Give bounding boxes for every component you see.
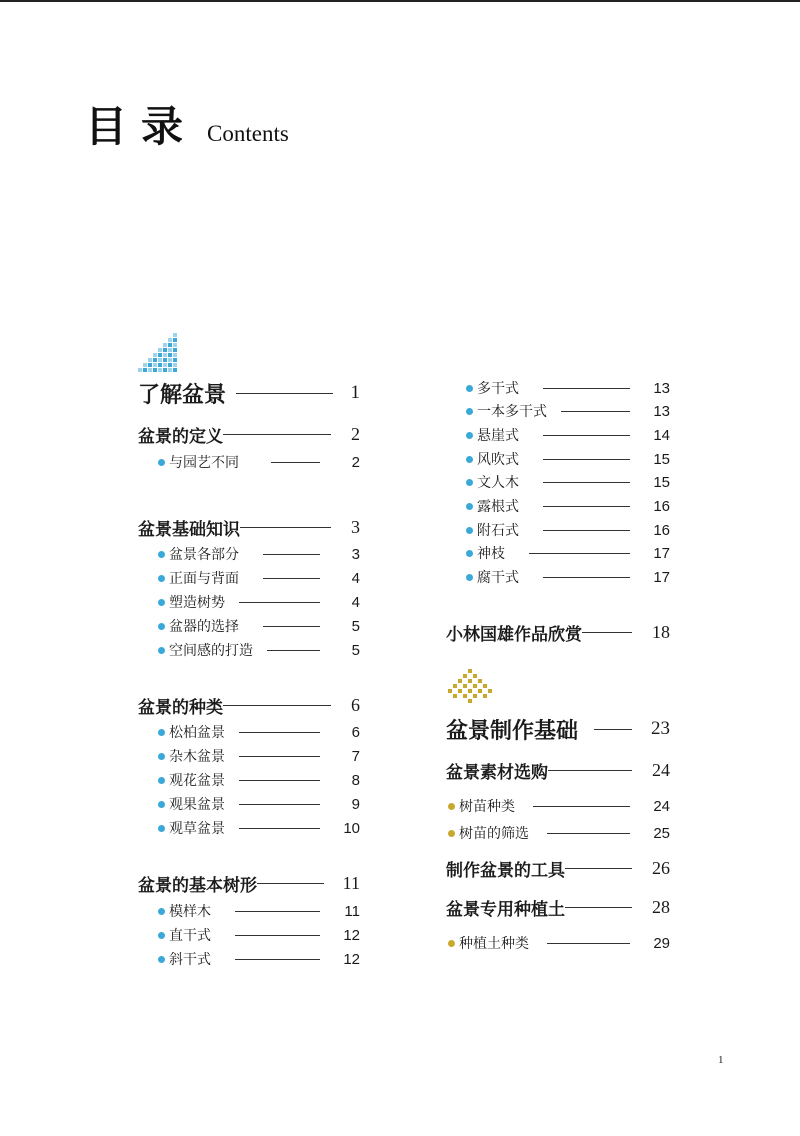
- toc-entry[interactable]: [466, 401, 670, 421]
- leader-line: [263, 554, 320, 555]
- leader-line: [263, 578, 320, 579]
- top-rule: [0, 0, 800, 2]
- toc-page: 11: [342, 872, 360, 893]
- toc-title: 盆景各部分: [169, 547, 239, 563]
- leader-line: [239, 780, 320, 781]
- toc-entry[interactable]: [466, 378, 670, 398]
- toc-title: 正面与背面: [169, 571, 239, 587]
- toc-section-1[interactable]: [138, 378, 360, 408]
- toc-page: 2: [351, 423, 360, 444]
- leader-line: [257, 883, 324, 884]
- toc-title: 盆景的基本树形: [138, 875, 257, 896]
- leader-line: [239, 756, 320, 757]
- leader-line: [236, 393, 333, 394]
- bullet-icon: [158, 599, 165, 606]
- bullet-icon: [466, 385, 473, 392]
- toc-page: 15: [653, 450, 670, 468]
- toc-page: 25: [653, 824, 670, 842]
- toc-page: 3: [351, 516, 360, 537]
- toc-title: 风吹式: [477, 452, 519, 468]
- toc-title: 盆景专用种植土: [446, 899, 565, 920]
- bullet-icon: [466, 432, 473, 439]
- toc-page: 12: [343, 950, 360, 968]
- leader-line: [565, 868, 632, 869]
- leader-line: [543, 506, 630, 507]
- toc-title: 盆景素材选购: [446, 762, 548, 783]
- bullet-icon: [466, 479, 473, 486]
- toc-entry[interactable]: [158, 722, 360, 742]
- bullet-icon: [448, 830, 455, 837]
- toc-entry[interactable]: [466, 425, 670, 445]
- toc-page: 16: [653, 497, 670, 515]
- page-number: 1: [718, 1054, 724, 1066]
- bullet-icon: [158, 956, 165, 963]
- toc-page: 16: [653, 521, 670, 539]
- leader-line: [533, 806, 630, 807]
- leader-line: [543, 435, 630, 436]
- toc-page: 3: [351, 545, 360, 563]
- leader-line: [594, 729, 632, 730]
- toc-entry[interactable]: [158, 452, 360, 472]
- toc-entry[interactable]: [466, 496, 670, 516]
- leader-line: [271, 462, 320, 463]
- toc-title: 多干式: [477, 381, 519, 397]
- leader-line: [239, 732, 320, 733]
- toc-entry[interactable]: [448, 933, 670, 953]
- toc-entry[interactable]: [466, 472, 670, 492]
- leader-line: [235, 935, 320, 936]
- toc-page: 4: [351, 569, 360, 587]
- toc-title: 观花盆景: [169, 773, 225, 789]
- toc-title: 小林国雄作品欣赏: [446, 624, 582, 645]
- toc-page: 28: [652, 896, 670, 917]
- leader-line: [547, 833, 630, 834]
- leader-line: [239, 804, 320, 805]
- bullet-icon: [158, 932, 165, 939]
- leader-line: [529, 553, 630, 554]
- toc-page: 29: [653, 934, 670, 952]
- toc-title: 文人木: [477, 475, 519, 491]
- toc-page: 10: [343, 819, 360, 837]
- bullet-icon: [158, 459, 165, 466]
- toc-page: 18: [652, 621, 670, 642]
- leader-line: [561, 411, 630, 412]
- toc-entry[interactable]: [158, 794, 360, 814]
- toc-title: 神枝: [477, 546, 505, 562]
- leader-line: [543, 459, 630, 460]
- toc-page: 23: [651, 718, 670, 739]
- toc-title: 盆景的种类: [138, 697, 223, 718]
- toc-title: 与园艺不同: [169, 455, 239, 471]
- toc-title: 附石式: [477, 523, 519, 539]
- bullet-icon: [158, 908, 165, 915]
- toc-title: 直干式: [169, 928, 211, 944]
- page-title: 目录: [85, 102, 198, 151]
- toc-entry[interactable]: [158, 568, 360, 588]
- toc-title: 塑造树势: [169, 595, 225, 611]
- bullet-icon: [158, 647, 165, 654]
- toc-entry[interactable]: [158, 544, 360, 564]
- toc-title: 树苗的筛选: [459, 826, 529, 842]
- leader-line: [223, 705, 331, 706]
- leader-line: [543, 530, 630, 531]
- bullet-icon: [448, 940, 455, 947]
- toc-subsection[interactable]: [138, 515, 360, 539]
- toc-page: 4: [351, 593, 360, 611]
- toc-entry[interactable]: [158, 770, 360, 790]
- toc-entry[interactable]: [466, 520, 670, 540]
- toc-title: 腐干式: [477, 570, 519, 586]
- bullet-icon: [158, 729, 165, 736]
- leader-line: [267, 650, 320, 651]
- toc-page: 24: [653, 797, 670, 815]
- toc-page: 13: [653, 402, 670, 420]
- toc-subsection[interactable]: [138, 693, 360, 717]
- toc-page: 17: [653, 568, 670, 586]
- toc-title: 制作盆景的工具: [446, 860, 565, 881]
- toc-subsection[interactable]: [446, 895, 670, 919]
- toc-title: 空间感的打造: [169, 643, 253, 659]
- toc-subsection[interactable]: [446, 856, 670, 880]
- toc-title: 观草盆景: [169, 821, 225, 837]
- page-heading: [85, 94, 289, 154]
- bullet-icon: [448, 803, 455, 810]
- toc-title: 盆景的定义: [138, 426, 223, 447]
- bullet-icon: [466, 527, 473, 534]
- page-title-en: Contents: [207, 121, 289, 146]
- toc-subsection[interactable]: [446, 620, 670, 644]
- toc-section-2[interactable]: [446, 714, 670, 744]
- toc-title: 露根式: [477, 499, 519, 515]
- toc-page: 5: [351, 641, 360, 659]
- leader-line: [548, 770, 632, 771]
- gold-checker-icon: [448, 669, 492, 709]
- toc-page: 9: [351, 795, 360, 813]
- bullet-icon: [466, 574, 473, 581]
- toc-entry[interactable]: [448, 823, 670, 843]
- bullet-icon: [158, 777, 165, 784]
- toc-title: 一本多干式: [477, 404, 547, 420]
- toc-page: 5: [351, 617, 360, 635]
- toc-entry[interactable]: [158, 949, 360, 969]
- toc-page: 15: [653, 473, 670, 491]
- toc-entry[interactable]: [158, 901, 360, 921]
- leader-line: [239, 602, 320, 603]
- toc-subsection[interactable]: [138, 422, 360, 446]
- toc-title: 模样木: [169, 904, 211, 920]
- toc-page: 14: [653, 426, 670, 444]
- toc-page: 6: [351, 694, 360, 715]
- toc-entry[interactable]: [466, 567, 670, 587]
- toc-entry[interactable]: [448, 796, 670, 816]
- bullet-icon: [466, 456, 473, 463]
- toc-title: 树苗种类: [459, 799, 515, 815]
- leader-line: [235, 959, 320, 960]
- toc-title: 了解盆景: [138, 381, 227, 408]
- toc-subsection[interactable]: [446, 758, 670, 782]
- toc-page: 12: [343, 926, 360, 944]
- toc-title: 杂木盆景: [169, 749, 225, 765]
- bullet-icon: [466, 550, 473, 557]
- leader-line: [235, 911, 320, 912]
- toc-entry[interactable]: [158, 616, 360, 636]
- toc-entry[interactable]: [466, 449, 670, 469]
- toc-title: 悬崖式: [477, 428, 519, 444]
- toc-title: 松柏盆景: [169, 725, 225, 741]
- toc-title: 盆景制作基础: [446, 717, 579, 744]
- leader-line: [543, 482, 630, 483]
- toc-entry[interactable]: [466, 543, 670, 563]
- toc-subsection[interactable]: [138, 871, 360, 895]
- bullet-icon: [158, 801, 165, 808]
- bullet-icon: [158, 551, 165, 558]
- toc-title: 观果盆景: [169, 797, 225, 813]
- toc-entry[interactable]: [158, 818, 360, 838]
- bullet-icon: [466, 408, 473, 415]
- leader-line: [543, 388, 630, 389]
- toc-page: 11: [344, 902, 360, 920]
- toc-page: 17: [653, 544, 670, 562]
- toc-page: 24: [652, 759, 670, 780]
- toc-page: 26: [652, 857, 670, 878]
- leader-line: [582, 632, 632, 633]
- toc-title: 种植土种类: [459, 936, 529, 952]
- toc-page: 2: [351, 453, 360, 471]
- leader-line: [547, 943, 630, 944]
- toc-entry[interactable]: [158, 746, 360, 766]
- toc-title: 盆器的选择: [169, 619, 239, 635]
- toc-page: 13: [653, 379, 670, 397]
- leader-line: [263, 626, 320, 627]
- bullet-icon: [158, 753, 165, 760]
- blue-checker-icon: [138, 333, 180, 375]
- toc-title: 斜干式: [169, 952, 211, 968]
- leader-line: [239, 828, 320, 829]
- leader-line: [565, 907, 632, 908]
- bullet-icon: [158, 623, 165, 630]
- bullet-icon: [158, 575, 165, 582]
- toc-page: 7: [351, 747, 360, 765]
- leader-line: [240, 527, 331, 528]
- bullet-icon: [158, 825, 165, 832]
- toc-page: 8: [351, 771, 360, 789]
- leader-line: [543, 577, 630, 578]
- toc-entry[interactable]: [158, 592, 360, 612]
- toc-page: 1: [350, 382, 360, 403]
- toc-entry[interactable]: [158, 925, 360, 945]
- toc-page: 6: [351, 723, 360, 741]
- leader-line: [223, 434, 331, 435]
- toc-entry[interactable]: [158, 640, 360, 660]
- toc-title: 盆景基础知识: [138, 519, 240, 540]
- bullet-icon: [466, 503, 473, 510]
